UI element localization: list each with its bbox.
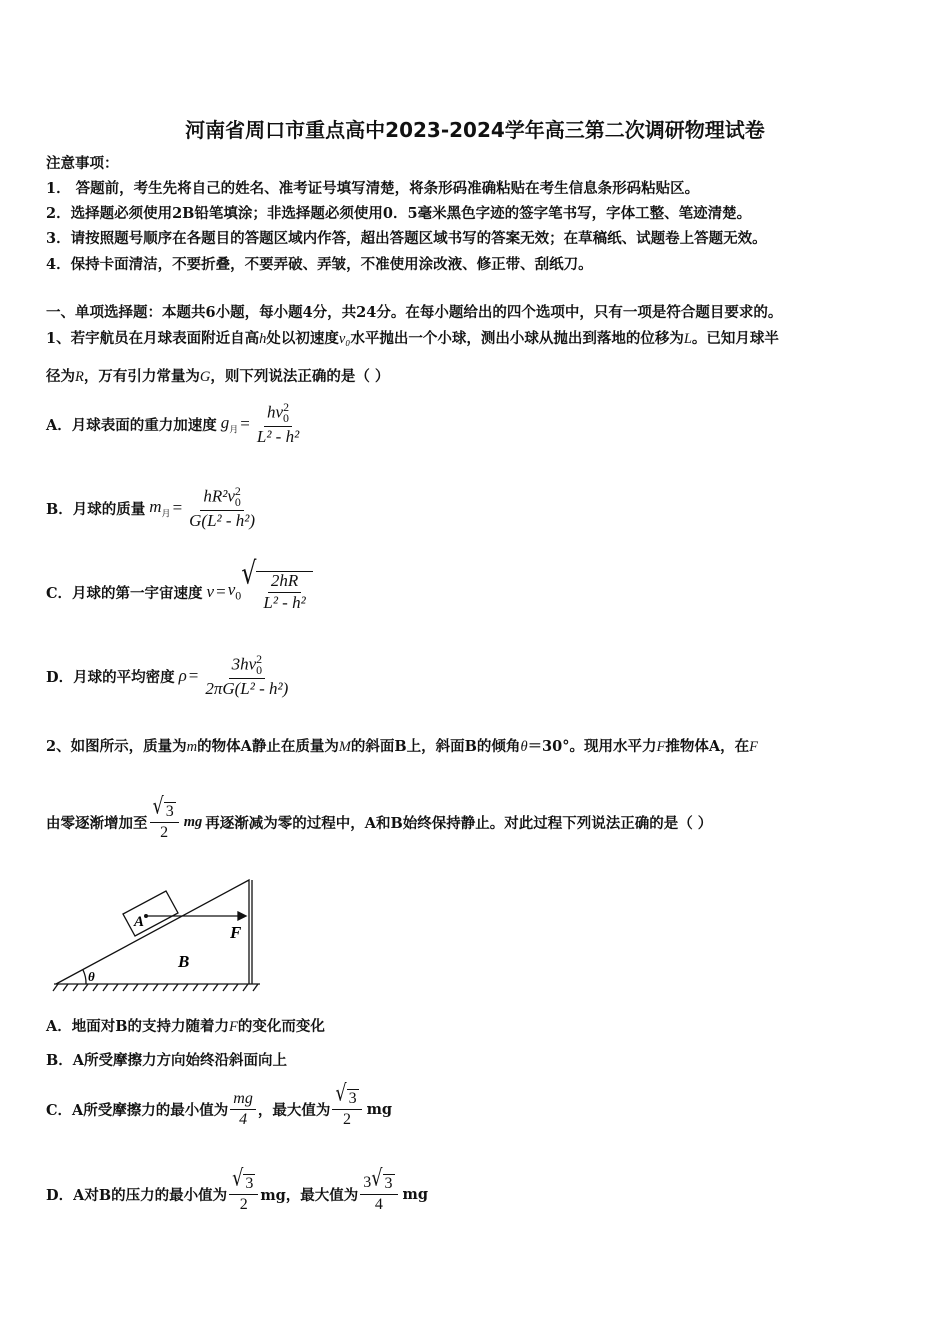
q2-var-mg: mg — [183, 813, 203, 830]
q2-var-F: F — [656, 739, 666, 755]
q1-var-G: G — [199, 369, 211, 385]
q2-var-M: M — [338, 739, 351, 755]
q1-text: 水平抛出一个小球，测出小球从抛出到落地的位移为 — [350, 330, 684, 347]
equals-sign: = — [240, 414, 250, 433]
q1-text: 处以初速度 — [266, 330, 339, 347]
q2-var-theta: θ — [520, 739, 528, 755]
formula-lhs: $g_月$ — [220, 412, 239, 435]
q2-option-b[interactable]: B．A所受摩擦力方向始终沿斜面向上 — [46, 1052, 288, 1069]
formula-v0: $v_0$ — [227, 580, 242, 603]
equals-sign: = — [172, 498, 183, 517]
q1-stem-line2 — [46, 365, 389, 386]
q1-option-a-label: A．月球表面的重力加速度 — [46, 416, 217, 434]
q1-option-b-label: B．月球的质量 — [46, 500, 146, 518]
ground-hatching — [53, 984, 258, 991]
fraction-mg-over-4: $\frac{mg}{4}$ — [230, 1090, 256, 1128]
incline-b — [56, 880, 249, 984]
label-b: B — [178, 952, 190, 971]
force-origin-dot — [144, 914, 148, 918]
q1-text: 径为 — [46, 368, 75, 385]
notice-heading: 注意事项： — [46, 155, 119, 172]
q1-text: 1、若宇航员在月球表面附近自高 — [46, 330, 260, 347]
notice-item-2: 2．选择题必须使用2B铅笔填涂；非选择题必须使用0．5毫米黑色字迹的签字笔书写，字体工整、笔迹清楚。 — [46, 205, 752, 222]
q1-var-R: R — [75, 369, 84, 385]
q1-var-v0: v₀ — [338, 331, 351, 347]
angle-arc — [83, 970, 86, 984]
fraction-3sqrt3-over-4: 3 √ 3 4 — [360, 1174, 397, 1213]
q1-option-d-label: D．月球的平均密度 — [46, 668, 175, 686]
q1-option-d[interactable] — [46, 650, 293, 702]
notice-item-4: 4．保持卡面清洁，不要折叠，不要弄破、弄皱，不准使用涂改液、修正带、刮纸刀。 — [46, 256, 593, 273]
formula-lhs: $m_月$ — [149, 496, 171, 519]
q2-var-F: F — [749, 739, 758, 755]
q1-text: 。已知月球半 — [691, 330, 779, 347]
fraction-sqrt3-over-2: √ 3 2 — [150, 802, 179, 841]
q2-stem-line1: 2、如图所示，质量为m的物体A静止在质量为M的斜面B上，斜面B的倾角θ＝30°。现用水平力F推物体A，在F — [46, 738, 758, 755]
q2-var-m: m — [186, 739, 198, 755]
q2-option-a[interactable]: A．地面对B的支持力随着力F的变化而变化 — [46, 1018, 325, 1035]
q1-option-c[interactable] — [46, 555, 313, 619]
sqrt-sign: √ $\frac{2hR}{\text{L² - h²}}$ — [241, 571, 312, 612]
page-title: 河南省周口市重点高中2023-2024学年高三第二次调研物理试卷 — [185, 118, 765, 142]
q2-var-F: F — [229, 1019, 238, 1035]
label-a: A — [134, 914, 145, 930]
formula-lhs: ρ — [178, 666, 187, 685]
equals-sign: = — [188, 666, 199, 685]
q1-stem-line1 — [46, 327, 779, 348]
q2-option-c[interactable]: C．A所受摩擦力的最小值为 $\frac{mg}{4}$ ，最大值为 √ 3 2 mg — [46, 1081, 393, 1128]
incline-figure — [50, 875, 265, 1000]
formula-lhs: v — [206, 582, 215, 601]
q1-text: ，万有引力常量为 — [83, 368, 200, 385]
section1-heading: 一、单项选择题：本题共6小题，每小题4分，共24分。在每小题给出的四个选项中，只有一项是符合题目要求的。 — [46, 304, 783, 321]
q1-option-c-label: C．月球的第一宇宙速度 — [46, 584, 203, 602]
notice-item-1: 1． 答题前，考生先将自己的姓名、准考证号填写清楚，将条形码准确粘贴在考生信息条形码粘贴区。 — [46, 180, 700, 197]
formula-fraction: $\frac{hR^2v^2_0}{\text{G(L² - h²)}}$ — [189, 484, 256, 531]
q1-var-h: h — [259, 331, 267, 347]
q2-option-d[interactable]: D．A对B的压力的最小值为 √ 3 2 mg，最大值为 3 √ 3 4 mg — [46, 1166, 428, 1213]
q1-text: ，则下列说法正确的是（ ） — [210, 368, 390, 385]
q1-option-b[interactable] — [46, 482, 260, 534]
q2-stem-line2: 由零逐渐增加至 √ 3 2 mg 再逐渐减为零的过程中，A和B始终保持静止。对此过程下列说法正确的是（ ） — [46, 794, 713, 841]
q1-var-L: L — [683, 331, 692, 347]
fraction-sqrt3-over-2: √ 3 2 — [229, 1174, 258, 1213]
formula-fraction: $\frac{hv^2_0}{\text{L² - h²}}$ — [256, 400, 300, 447]
fraction-sqrt3-over-2: √ 3 2 — [332, 1089, 361, 1128]
q1-option-a[interactable] — [46, 398, 304, 450]
notice-item-3: 3．请按照题号顺序在各题目的答题区域内作答，超出答题区域书写的答案无效；在草稿纸、试题卷上答题无效。 — [46, 230, 767, 247]
label-theta: θ — [88, 969, 95, 984]
label-f: F — [230, 923, 242, 942]
force-arrow-head — [238, 912, 246, 920]
block-a — [123, 891, 178, 936]
equals-sign: = — [216, 582, 226, 601]
formula-fraction: $\frac{3hv^2_0}{\text{2πG(L² - h²)}}$ — [205, 652, 289, 699]
